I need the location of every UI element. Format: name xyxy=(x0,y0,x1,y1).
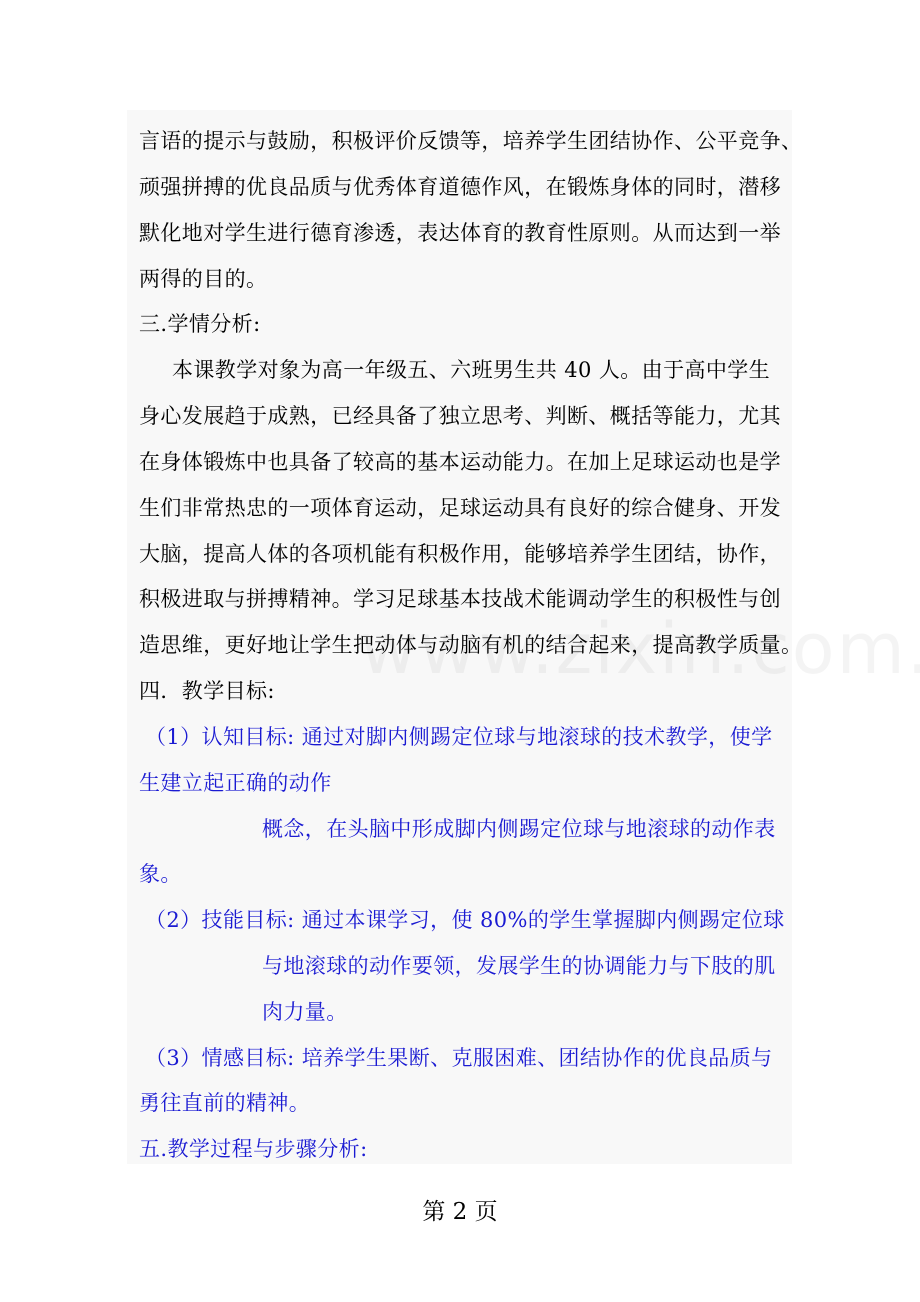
section-heading: 五.教学过程与步骤分析: xyxy=(139,1137,368,1161)
objective-line: 与地滚球的动作要领，发展学生的协调能力与下肢的肌 xyxy=(262,954,776,978)
page-number: 第 2 页 xyxy=(422,1199,498,1225)
paragraph-line: 本课教学对象为高一年级五、六班男生共 40 人。由于高中学生 xyxy=(172,358,771,382)
section-heading: 三.学情分析: xyxy=(139,312,261,336)
paragraph-line: 两得的目的。 xyxy=(139,267,268,291)
objective-line: 勇往直前的精神。 xyxy=(139,1091,311,1115)
paragraph-line: 在身体锻炼中也具备了较高的基本运动能力。在加上足球运动也是学 xyxy=(139,450,781,474)
paragraph-line: 顽强拼搏的优良品质与优秀体育道德作风，在锻炼身体的同时，潜移 xyxy=(139,175,781,199)
paragraph-line: 默化地对学生进行德育渗透，表达体育的教育性原则。从而达到一举 xyxy=(139,221,781,245)
paragraph-line: 言语的提示与鼓励，积极评价反馈等，培养学生团结协作、公平竞争、 xyxy=(139,129,803,153)
objective-line: （3）情感目标: 培养学生果断、克服困难、团结协作的优良品质与 xyxy=(145,1046,773,1070)
section-heading: 四．教学目标: xyxy=(139,679,275,703)
paragraph-line: 大脑，提高人体的各项机能有积极作用，能够培养学生团结，协作， xyxy=(139,542,781,566)
objective-line: （2）技能目标: 通过本课学习，使 80%的学生掌握脚内侧踢定位球 xyxy=(145,908,785,932)
objective-line: 概念，在头脑中形成脚内侧踢定位球与地滚球的动作表 xyxy=(262,817,776,841)
objective-line: 象。 xyxy=(139,862,182,886)
objective-line: 生建立起正确的动作 xyxy=(139,771,332,795)
paragraph-line: 生们非常热忠的一项体育运动，足球运动具有良好的综合健身、开发 xyxy=(139,496,781,520)
objective-line: 肉力量。 xyxy=(262,1000,348,1024)
paragraph-line: 身心发展趋于成熟，已经具备了独立思考、判断、概括等能力，尤其 xyxy=(139,404,781,428)
objective-line: （1）认知目标: 通过对脚内侧踢定位球与地滚球的技术教学，使学 xyxy=(145,725,773,749)
paragraph-line: 积极进取与拼搏精神。学习足球基本技战术能调动学生的积极性与创 xyxy=(139,587,781,611)
paragraph-line: 造思维，更好地让学生把动体与动脑有机的结合起来，提高教学质量。 xyxy=(139,633,803,657)
